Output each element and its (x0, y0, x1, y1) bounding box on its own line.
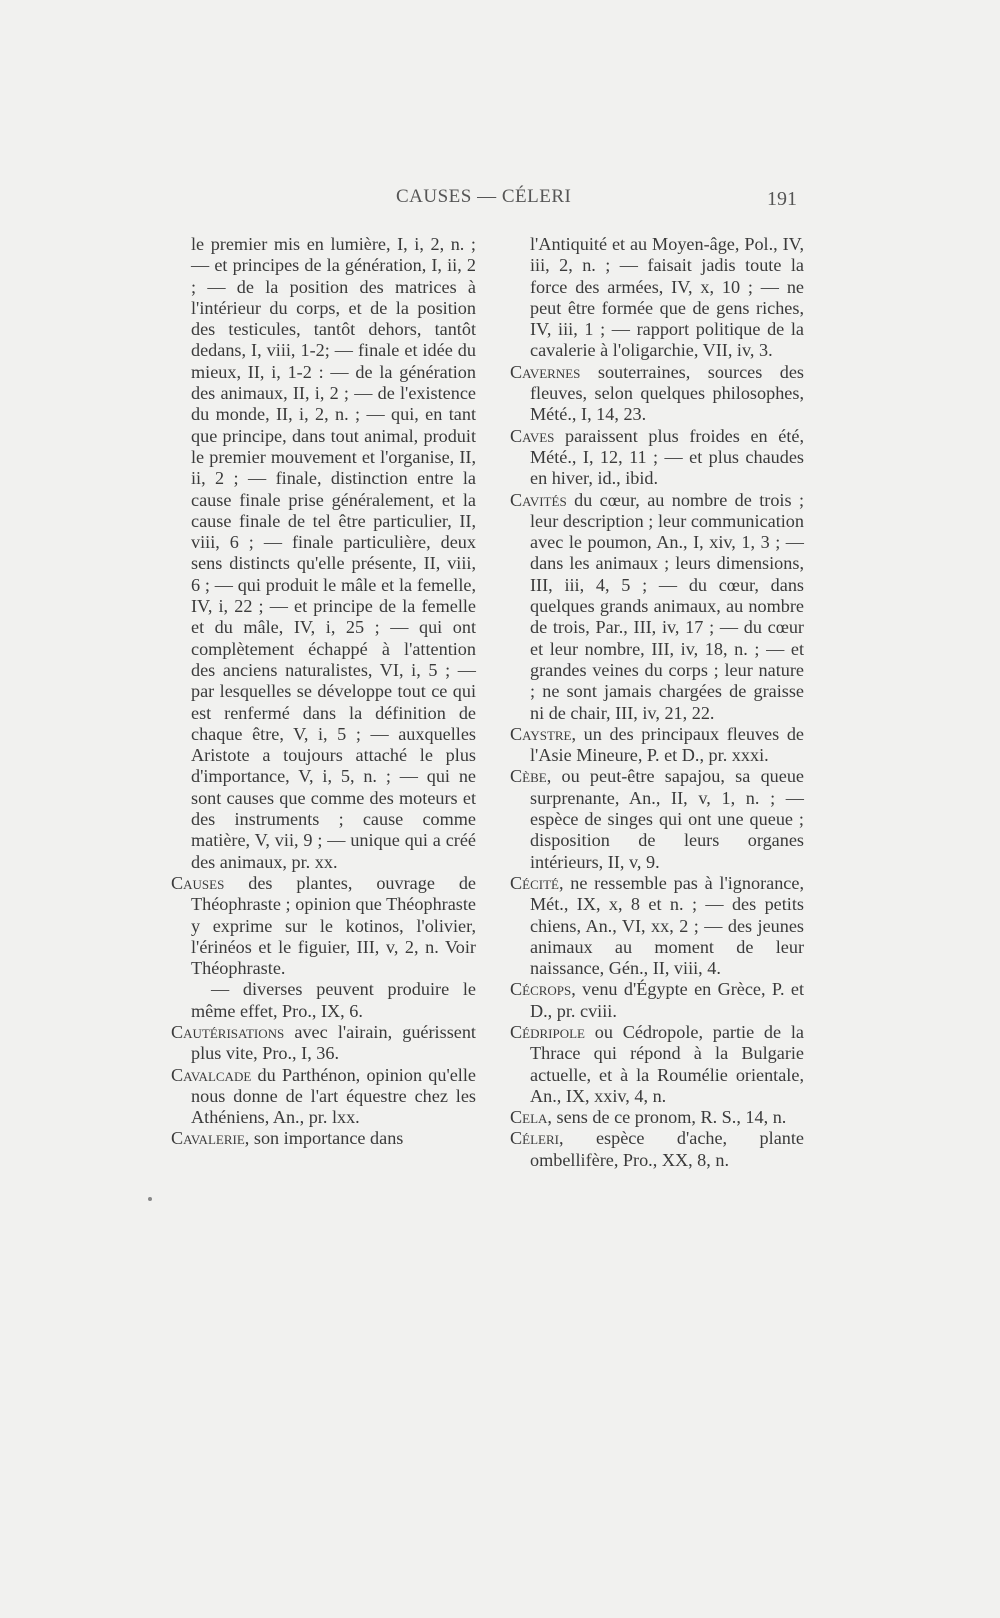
entry-text: avec l'airain, guérissent plus vite, Pro., I, 36. (191, 1021, 476, 1064)
index-entry (510, 362, 804, 426)
index-entry (510, 1128, 804, 1171)
entry-head: Cavernes (510, 361, 581, 382)
entry-text: , ne ressemble pas à l'ignorance, Mét., IX, x, 8 et n. ; — des petits chiens, An., VI, xx, 2 ; — des jeunes animaux au moment de leur naissance, Gén., II, viii, 4. (530, 872, 804, 979)
entry-text: du Parthénon, opinion qu'elle nous donne de l'art équestre chez les Athéniens, An., pr. lxx. (191, 1064, 476, 1128)
index-entry (510, 490, 804, 724)
entry-head: Caves (510, 425, 555, 446)
entry-text: paraissent plus froides en été, Mété., I, 12, 11 ; — et plus chaudes en hiver, id., ibid. (530, 425, 804, 489)
entry-text: , un des principaux fleuves de l'Asie Mineure, P. et D., pr. xxxi. (530, 723, 804, 766)
entry-text: , espèce d'ache, plante ombellifère, Pro., XX, 8, n. (530, 1128, 804, 1170)
index-entry (171, 873, 476, 979)
entry-head: Cécité (510, 872, 559, 893)
index-entry (171, 1065, 476, 1129)
entry-head: Cavalerie (171, 1128, 245, 1149)
entry-text: du cœur, au nombre de trois ; leur description ; leur communication avec le poumon, An., I, xiv, 1, 3 ; — dans les animaux ; leurs dimensions, III, iii, 4, 5 ; — du cœur, dans quelques grands animaux, au nombre de trois, Par., III, iv, 17 ; — du cœur et leur nombre, III, iv, 18, n. ; — et grandes veines du corps ; leur nature ; ne sont jamais chargées de graisse ni de chair, III, iv, 21, 22. (530, 489, 804, 723)
entry-text: , sens de ce pronom, R. S., 14, n. (547, 1107, 787, 1128)
running-title: CAUSES — CÉLERI (396, 186, 572, 207)
index-entry (510, 979, 804, 1022)
entry-text: , venu d'Égypte en Grèce, P. et D., pr. cviii. (530, 979, 804, 1021)
entry-head: Cavalcade (171, 1064, 252, 1085)
index-entry (171, 1022, 476, 1065)
entry-head: Cèbe (510, 766, 547, 787)
running-head (0, 186, 1000, 216)
entry-head: Caystre (510, 723, 572, 744)
entry-text: des plantes, ouvrage de Théophraste ; opinion que Théophraste y exprime sur le kotinos, l'olivier, l'érinéos et le figuier, III, v, 2, n. Voir Théophraste. (191, 872, 476, 979)
entry-head: Céleri (510, 1128, 559, 1149)
entry-head: Causes (171, 872, 225, 893)
index-entry (510, 724, 804, 767)
left-column (171, 234, 476, 1150)
entry-head: Cavités (510, 489, 567, 510)
index-entry (510, 873, 804, 979)
entry-head: Cécrops (510, 979, 572, 1000)
entry-text: , ou peut-être sapajou, sa queue surprenante, An., II, v, 1, n. ; — espèce de singes qui ont une queue ; disposition de leurs organes intérieurs, II, v, 9. (530, 766, 804, 872)
entry-head: Cédripole (510, 1021, 585, 1042)
index-entry-continuation: l'Antiquité et au Moyen-âge, Pol., IV, iii, 2, n. ; — faisait jadis toute la force des armées, IV, x, 10 ; — ne peut être formée que de gens riches, IV, iii, 1 ; — rapport politique de la cavalerie à l'oligarchie, VII, iv, 3. (530, 234, 804, 361)
index-entry (510, 1022, 804, 1107)
page-number: 191 (767, 188, 797, 210)
entry-text: ou Cédropole, partie de la Thrace qui répond à la Bulgarie actuelle, et à la Roumélie orientale, An., IX, xxiv, 4, n. (530, 1021, 804, 1106)
entry-head: Cautérisations (171, 1021, 285, 1042)
index-entry-continuation: le premier mis en lumière, I, i, 2, n. ; — et principes de la génération, I, ii, 2 ; — de la position des matrices à l'intérieur du corps, et de la position des testicules, tantôt dehors, tantôt dedans, I, viii, 1-2; — finale et idée du mieux, II, i, 1-2 : — de la génération des animaux, II, i, 2 ; — de l'existence du monde, II, i, 2, n. ; — qui, en tant que principe, dans tout animal, produit le premier mouvement et l'organise, II, ii, 2 ; — finale, distinction entre la cause finale prise généralement, et la cause finale de tel être particulier, II, viii, 6 ; — finale particulière, deux sens distincts qu'elle présente, II, viii, 6 ; — qui produit le mâle et la femelle, IV, i, 22 ; — et principe de la femelle et du mâle, IV, i, 25 ; — qui ont complètement échappé à l'attention des anciens naturalistes, VI, i, 5 ; — par lesquelles se développe tout ce qui est renfermé dans la définition de chaque être, V, i, 5 ; — auxquelles Aristote a toujours attaché le plus d'importance, V, i, 5, n. ; — qui ne sont causes que comme des moteurs et des instruments ; cause comme matière, V, vii, 9 ; — unique qui a créé des animaux, pr. xx. (191, 234, 476, 872)
index-entry (510, 1107, 804, 1128)
margin-speck (148, 1197, 152, 1201)
index-subentry: — diverses peuvent produire le même effet, Pro., IX, 6. (191, 979, 476, 1021)
entry-text: , son importance dans (244, 1128, 404, 1149)
index-entry (510, 766, 804, 872)
entry-head: Cela (510, 1107, 548, 1128)
entry-text: souterraines, sources des fleuves, selon quelques philosophes, Mété., I, 14, 23. (530, 361, 804, 425)
right-column (510, 234, 804, 1171)
index-entry (510, 426, 804, 490)
index-entry (171, 1128, 476, 1149)
